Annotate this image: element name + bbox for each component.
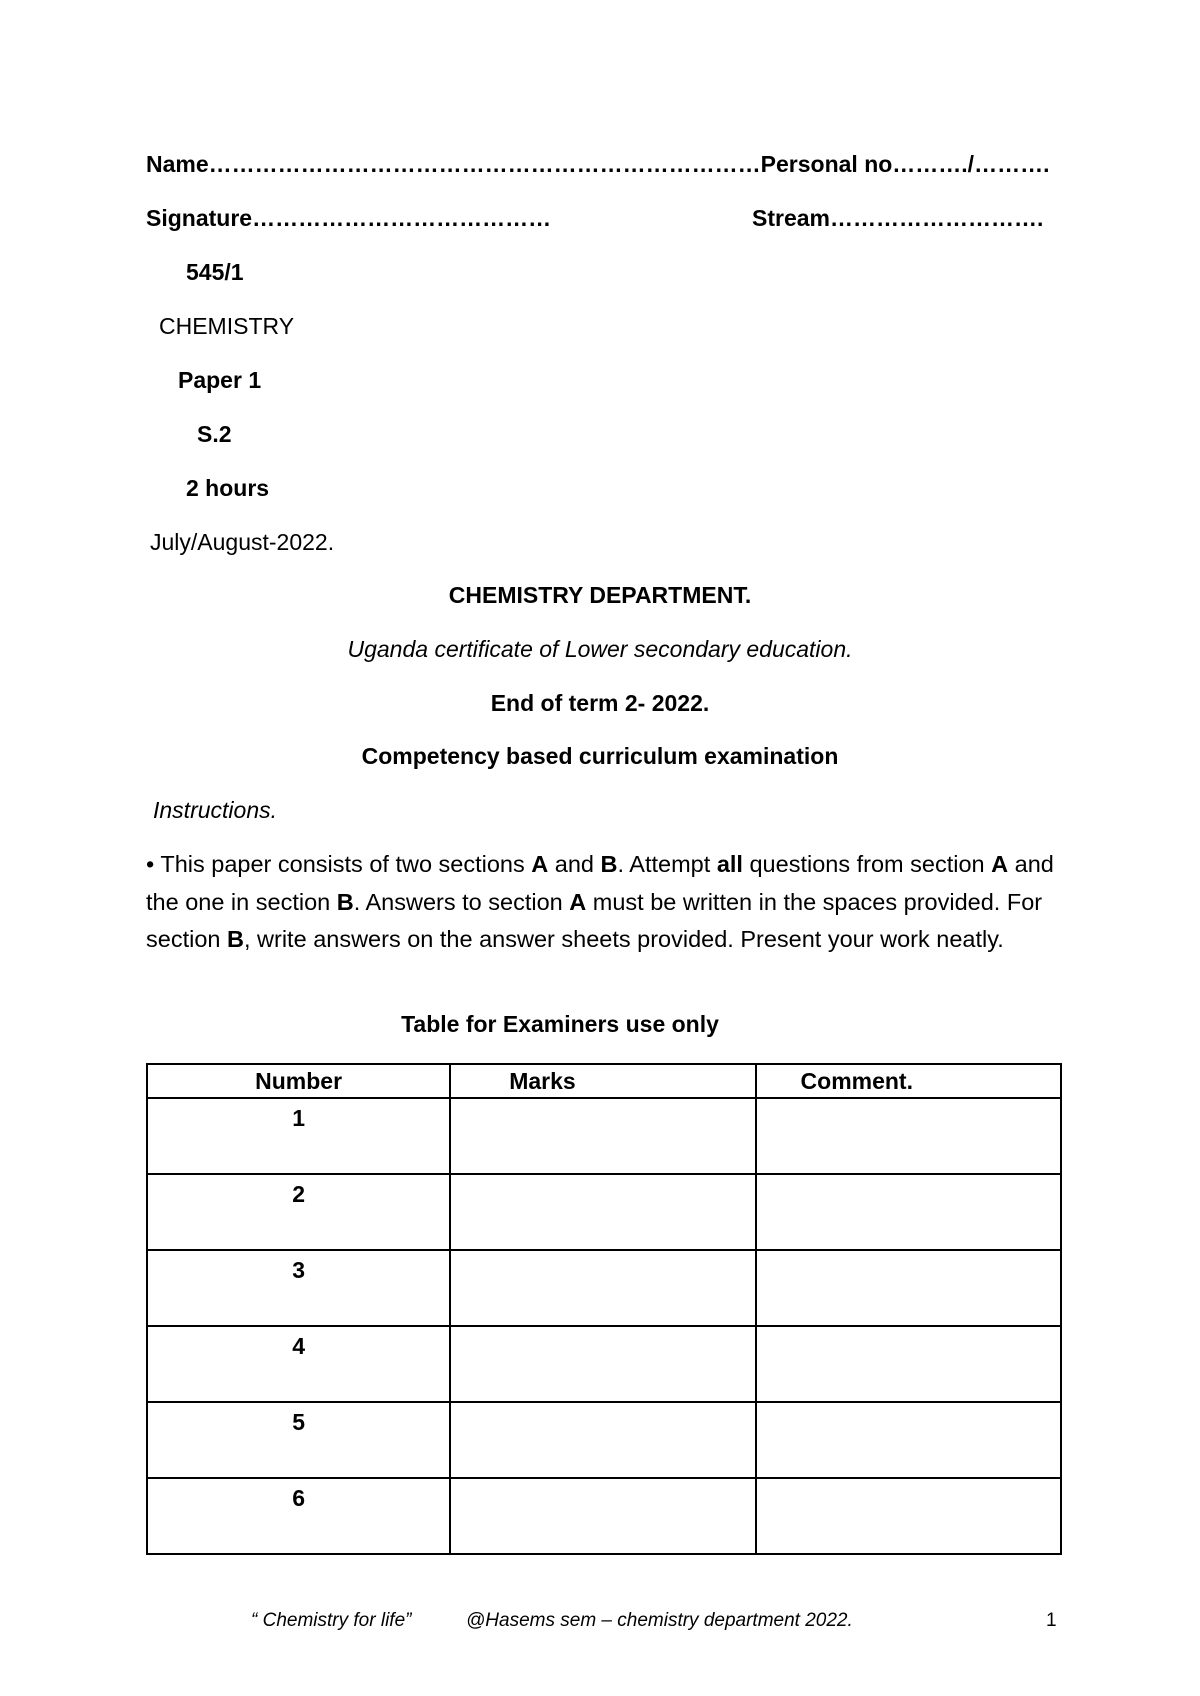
bullet: • [146, 851, 155, 877]
comment-cell[interactable] [756, 1250, 1061, 1326]
signature-line: Signature………………………………… [146, 205, 552, 231]
footer-credit: @Hasems sem – chemistry department 2022. [466, 1610, 853, 1631]
table-row [147, 1402, 1061, 1478]
name-personal-no-line: Name………………………………………………………………Personal no………./………. [146, 151, 1050, 177]
comment-cell[interactable] [756, 1326, 1061, 1402]
row-number: 5 [147, 1402, 450, 1478]
marks-cell[interactable] [450, 1174, 755, 1250]
header-marks: Marks [450, 1064, 755, 1098]
marks-cell[interactable] [450, 1326, 755, 1402]
header-number: Number [147, 1064, 450, 1098]
subject-name: CHEMISTRY [159, 313, 295, 339]
table-row [147, 1478, 1061, 1554]
term-title: End of term 2- 2022. [490, 690, 710, 716]
examiners-table [146, 1063, 1062, 1555]
certificate-title: Uganda certificate of Lower secondary education. [347, 636, 853, 662]
row-number: 4 [147, 1326, 450, 1402]
footer-motto: “ Chemistry for life” [251, 1610, 412, 1631]
comment-cell[interactable] [756, 1098, 1061, 1174]
department-title: CHEMISTRY DEPARTMENT. [448, 582, 752, 608]
marks-cell[interactable] [450, 1098, 755, 1174]
class-level: S.2 [197, 421, 232, 447]
instructions-heading: Instructions. [153, 797, 277, 823]
table-header-row [147, 1064, 1061, 1098]
table-row [147, 1250, 1061, 1326]
comment-cell[interactable] [756, 1402, 1061, 1478]
table-caption: Table for Examiners use only [401, 1011, 719, 1037]
row-number: 2 [147, 1174, 450, 1250]
comment-cell[interactable] [756, 1174, 1061, 1250]
paper-code: 545/1 [186, 259, 244, 285]
exam-duration: 2 hours [186, 475, 270, 501]
row-number: 6 [147, 1478, 450, 1554]
table-row [147, 1098, 1061, 1174]
marks-cell[interactable] [450, 1402, 755, 1478]
header-comment: Comment. [756, 1064, 1061, 1098]
row-number: 3 [147, 1250, 450, 1326]
page-number: 1 [1046, 1610, 1057, 1631]
exam-title: Competency based curriculum examination [361, 743, 839, 769]
comment-cell[interactable] [756, 1478, 1061, 1554]
exam-date: July/August-2022. [150, 529, 335, 555]
stream-line: Stream………………………. [752, 205, 1044, 231]
paper-number: Paper 1 [178, 367, 262, 393]
table-row [147, 1174, 1061, 1250]
table-row [147, 1326, 1061, 1402]
marks-cell[interactable] [450, 1250, 755, 1326]
instructions-paragraph: • This paper consists of two sections A and B. Attempt all questions from section A and the one in section B. Answers to section A must be written in the spaces provided. For section B, write answers on the answer sheets provided. Present your work neatly. [146, 851, 1054, 952]
marks-cell[interactable] [450, 1478, 755, 1554]
row-number: 1 [147, 1098, 450, 1174]
